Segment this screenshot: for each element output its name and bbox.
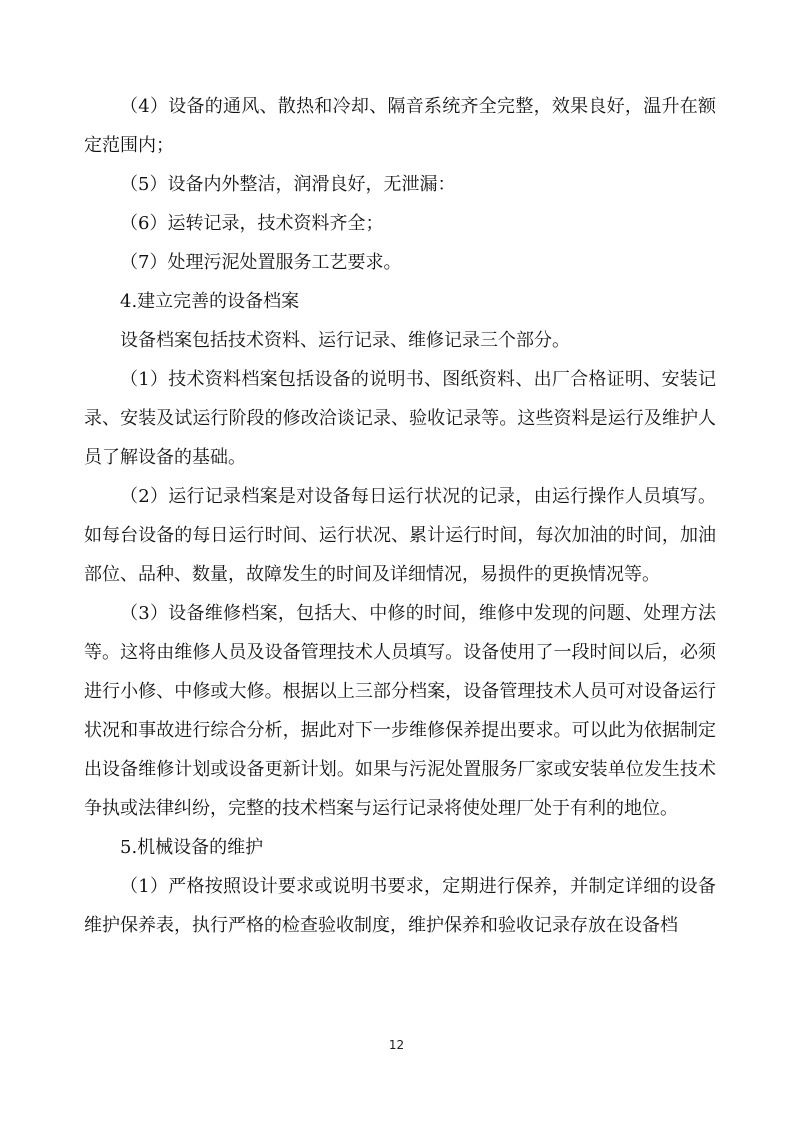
paragraph-archive-overview: 设备档案包括技术资料、运行记录、维修记录三个部分。 (120, 330, 570, 351)
paragraph-item-5-cleanliness: （5）设备内外整洁，润滑良好，无泄漏： (120, 174, 456, 195)
paragraph-technical-archive: （1）技术资料档案包括设备的说明书、图纸资料、出厂合格证明、安装记录、安装及试运行阶段的修改洽谈记录、验收记录等。这些资料是运行及维护人员了解设备的基础。 (84, 369, 716, 468)
page-number: 12 (388, 1038, 405, 1052)
paragraph-item-4-ventilation: （4）设备的通风、散热和冷却、隔音系统齐全完整，效果良好，温升在额定范围内； (84, 96, 716, 156)
body-text (84, 87, 716, 945)
paragraph-operation-archive: （2）运行记录档案是对设备每日运行状况的记录，由运行操作人员填写。如每台设备的每日运行时间、运行状况、累计运行时间，每次加油的时间，加油部位、品种、数量，故障发生的时间及详细情况，易损件的更换情况等。 (84, 486, 716, 585)
paragraph-item-6-records: （6）运转记录，技术资料齐全； (120, 213, 384, 234)
paragraph-item-7-process: （7）处理污泥处置服务工艺要求。 (120, 252, 402, 273)
section-heading-equipment-archive: 4.建立完善的设备档案 (120, 291, 300, 312)
paragraph-maintenance-requirements: （1）严格按照设计要求或说明书要求，定期进行保养，并制定详细的设备维护保养表，执行严格的检查验收制度，维护保养和验收记录存放在设备档 (84, 876, 716, 936)
paragraph-maintenance-archive: （3）设备维修档案，包括大、中修的时间，维修中发现的问题、处理方法等。这将由维修人员及设备管理技术人员填写。设备使用了一段时间以后，必须进行小修、中修或大修。根据以上三部分档案，设备管理技术人员可对设备运行状况和事故进行综合分析，据此对下一步维修保养提出要求。可以此为依据制定出设备维修计划或设备更新计划。如果与污泥处置服务厂家或安装单位发生技术争执或法律纠纷，完整的技术档案与运行记录将使处理厂处于有利的地位。 (84, 603, 716, 819)
section-heading-mechanical-maintenance: 5.机械设备的维护 (120, 837, 264, 858)
